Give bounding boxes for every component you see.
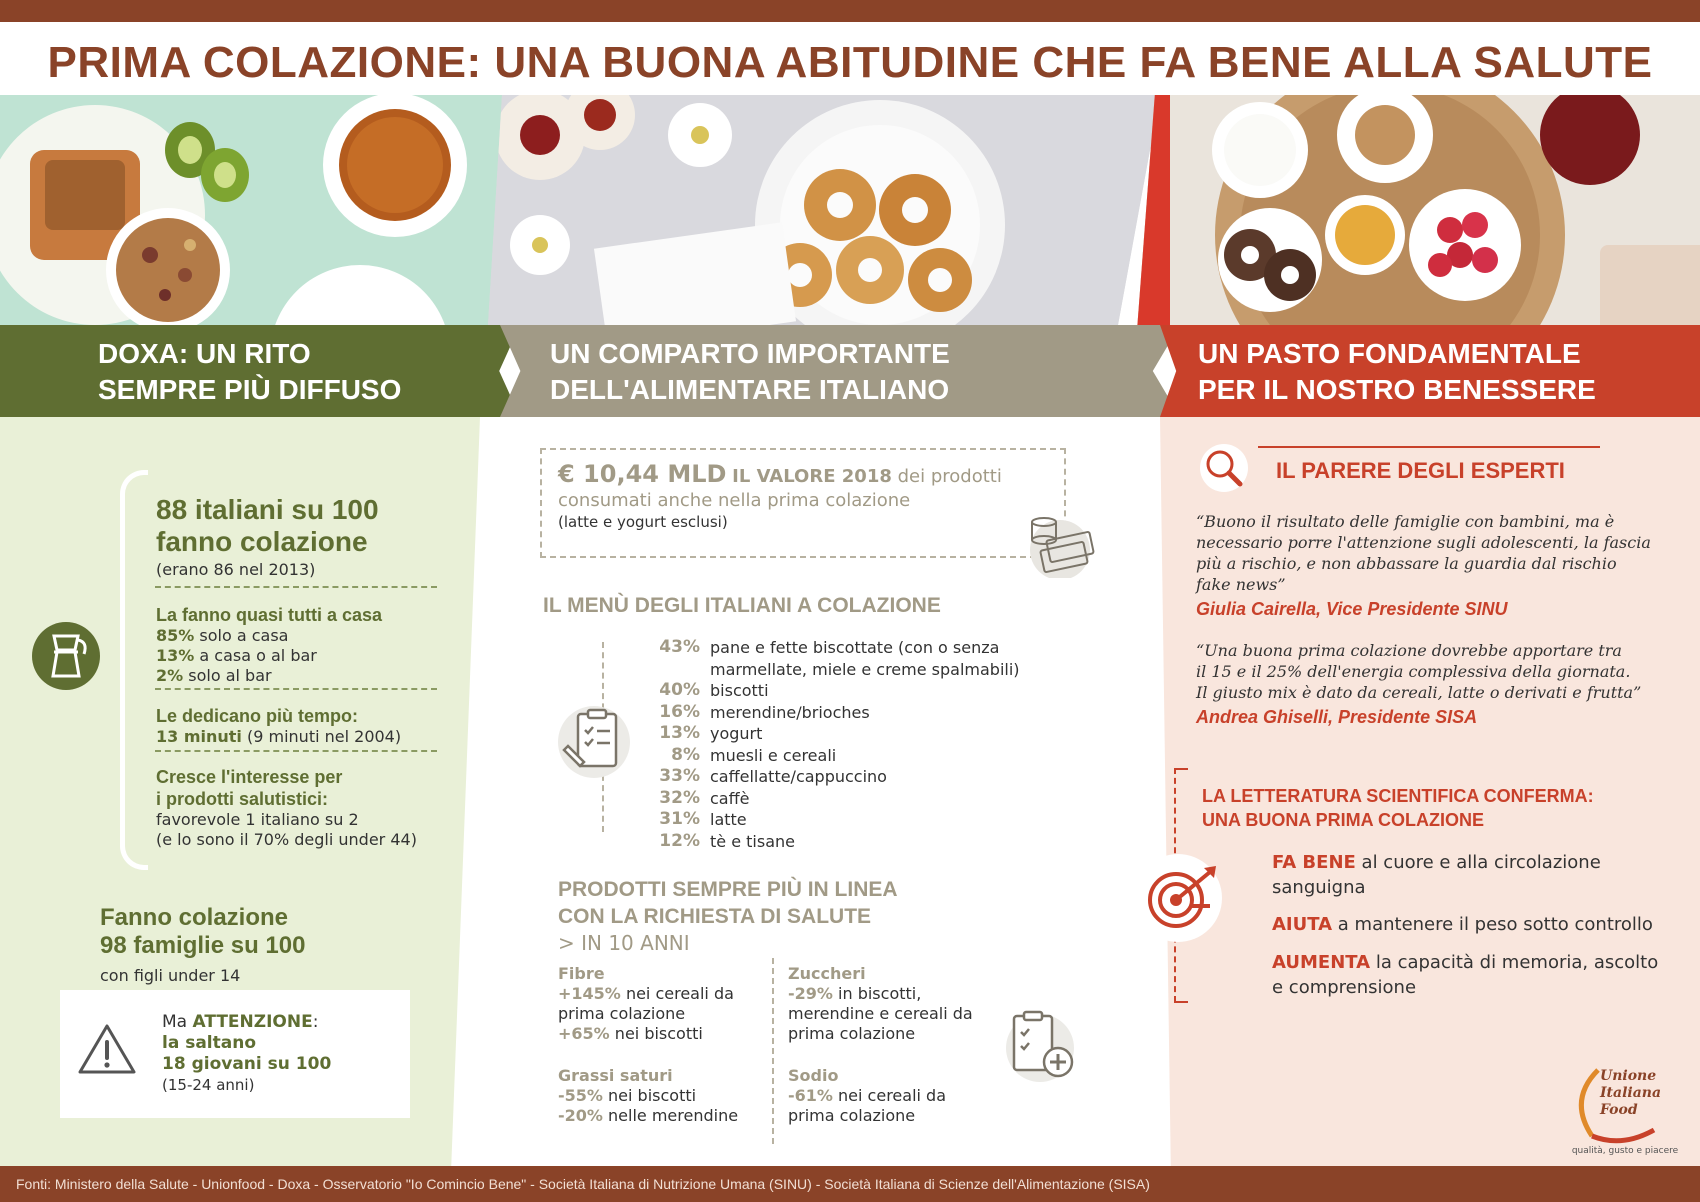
list-item: 16% merendine/brioches bbox=[659, 701, 870, 722]
unione-italiana-food-logo: Unione Italiana Food qualità, gusto e piacere bbox=[1570, 1060, 1680, 1160]
list-item: 32% caffè bbox=[659, 787, 750, 808]
list-item: 40% biscotti bbox=[659, 680, 769, 700]
experts-title: IL PARERE DEGLI ESPERTI bbox=[1276, 458, 1565, 483]
section-title-comparto: UN COMPARTO IMPORTANTE DELL'ALIMENTARE ITALIANO bbox=[550, 338, 950, 405]
magnifier-icon bbox=[1198, 442, 1250, 494]
breakfast-photo-middle bbox=[460, 95, 1160, 325]
stat-casa: La fanno quasi tutti a casa 85% solo a casa 13% a casa o al bar 2% solo al bar bbox=[156, 605, 383, 685]
list-item: 8% muesli e cereali bbox=[671, 744, 837, 765]
breakfast-photo-right bbox=[1120, 95, 1700, 325]
literature-tick bbox=[1174, 1001, 1188, 1003]
products-divider bbox=[772, 958, 774, 1144]
menu-list bbox=[656, 637, 1050, 852]
product-grassi: Grassi saturi -55% nei biscotti -20% nelle merendine bbox=[558, 1066, 739, 1125]
clipboard-checklist-icon bbox=[552, 700, 636, 784]
value-text: € 10,44 MLD IL VALORE 2018 dei prodotti consumati anche nella prima colazione (latte e yogurt esclusi) bbox=[558, 460, 1002, 531]
page-title: PRIMA COLAZIONE: UNA BUONA ABITUDINE CHE FA BENE ALLA SALUTE bbox=[47, 38, 1653, 87]
sources-footer: Fonti: Ministero della Salute - Unionfood - Doxa - Osservatorio "Io Comincio Bene" - Società Italiana di Nutrizione Umana (SINU) - Società Italiana di Scienze dell'Alimentazione (SISA) bbox=[0, 1166, 1700, 1202]
product-zuccheri: Zuccheri -29% in biscotti, merendine e cereali da prima colazione bbox=[788, 964, 973, 1043]
biscuits-apples-illustration bbox=[460, 95, 1160, 325]
brace-decoration bbox=[120, 470, 148, 870]
health-clipboard-icon bbox=[1000, 1004, 1084, 1088]
target-arrow-icon bbox=[1130, 846, 1230, 946]
divider bbox=[155, 688, 437, 690]
product-sodio: Sodio -61% nei cereali da prima colazione bbox=[788, 1066, 946, 1125]
expert-quote-2: “Una buona prima colazione dovrebbe apportare tra il 15 e il 25% dell'energia complessiva della giornata. Il giusto mix è dato da cereali, latte o derivati e frutta” Andrea Ghiselli, Presidente SISA bbox=[1196, 641, 1642, 727]
coins-banknotes-icon bbox=[1020, 508, 1102, 578]
experts-rule bbox=[1258, 446, 1600, 448]
list-item: 43% pane e fette biscottate (con o senza marmellate, miele e creme spalmabili) bbox=[659, 637, 1020, 679]
stat-salutistici: Cresce l'interesse per i prodotti salutistici: favorevole 1 italiano su 2 (e lo sono il 70% degli under 44) bbox=[156, 767, 417, 849]
breakfast-photo-left bbox=[0, 95, 520, 325]
divider bbox=[155, 750, 437, 752]
menu-title: IL MENÙ DEGLI ITALIANI A COLAZIONE bbox=[543, 594, 941, 617]
expert-quote-1: “Buono il risultato delle famiglie con bambini, ma è necessario porre l'attenzione sugli adolescenti, la fascia più a rischio, e non abbassare la guardia dal rischio fake news” Giulia Cairella, Vice Presidente SINU bbox=[1196, 512, 1651, 619]
literature-tick bbox=[1174, 768, 1188, 770]
stat-italiani-colazione: 88 italiani su 100 fanno colazione (erano 86 nel 2013) bbox=[156, 494, 379, 579]
benefit-peso: AIUTA a mantenere il peso sotto controllo bbox=[1272, 914, 1653, 935]
moka-pot-icon bbox=[32, 622, 100, 690]
section-title-pasto: UN PASTO FONDAMENTALE PER IL NOSTRO BENESSERE bbox=[1198, 338, 1596, 405]
products-title: PRODOTTI SEMPRE PIÙ IN LINEA CON LA RICHIESTA DI SALUTE > IN 10 ANNI bbox=[558, 878, 898, 955]
benefit-memoria: AUMENTA la capacità di memoria, ascolto e comprensione bbox=[1272, 952, 1659, 998]
top-bar bbox=[0, 0, 1700, 22]
yogurt-raspberries-illustration bbox=[1120, 95, 1700, 325]
section-title-doxa: DOXA: UN RITO SEMPRE PIÙ DIFFUSO bbox=[98, 338, 402, 405]
divider bbox=[155, 586, 437, 588]
stat-tempo: Le dedicano più tempo: 13 minuti (9 minuti nel 2004) bbox=[156, 706, 402, 746]
tea-granola-illustration bbox=[0, 95, 520, 325]
attention-box: Ma ATTENZIONE: la saltano 18 giovani su 100 (15-24 anni) bbox=[60, 990, 410, 1118]
product-fibre: Fibre +145% nei cereali da prima colazione +65% nei biscotti bbox=[558, 964, 734, 1043]
warning-icon bbox=[74, 1016, 140, 1082]
literature-title: LA LETTERATURA SCIENTIFICA CONFERMA: UNA BUONA PRIMA COLAZIONE bbox=[1202, 786, 1594, 830]
benefit-cuore: FA BENE al cuore e alla circolazione sanguigna bbox=[1272, 852, 1601, 898]
list-item: 13% yogurt bbox=[659, 723, 763, 743]
list-item: 12% tè e tisane bbox=[659, 830, 795, 851]
stat-famiglie: Fanno colazione 98 famiglie su 100 con figli under 14 bbox=[100, 904, 306, 985]
list-item: 31% latte bbox=[659, 809, 747, 829]
list-item: 33% caffellatte/cappuccino bbox=[659, 766, 887, 786]
